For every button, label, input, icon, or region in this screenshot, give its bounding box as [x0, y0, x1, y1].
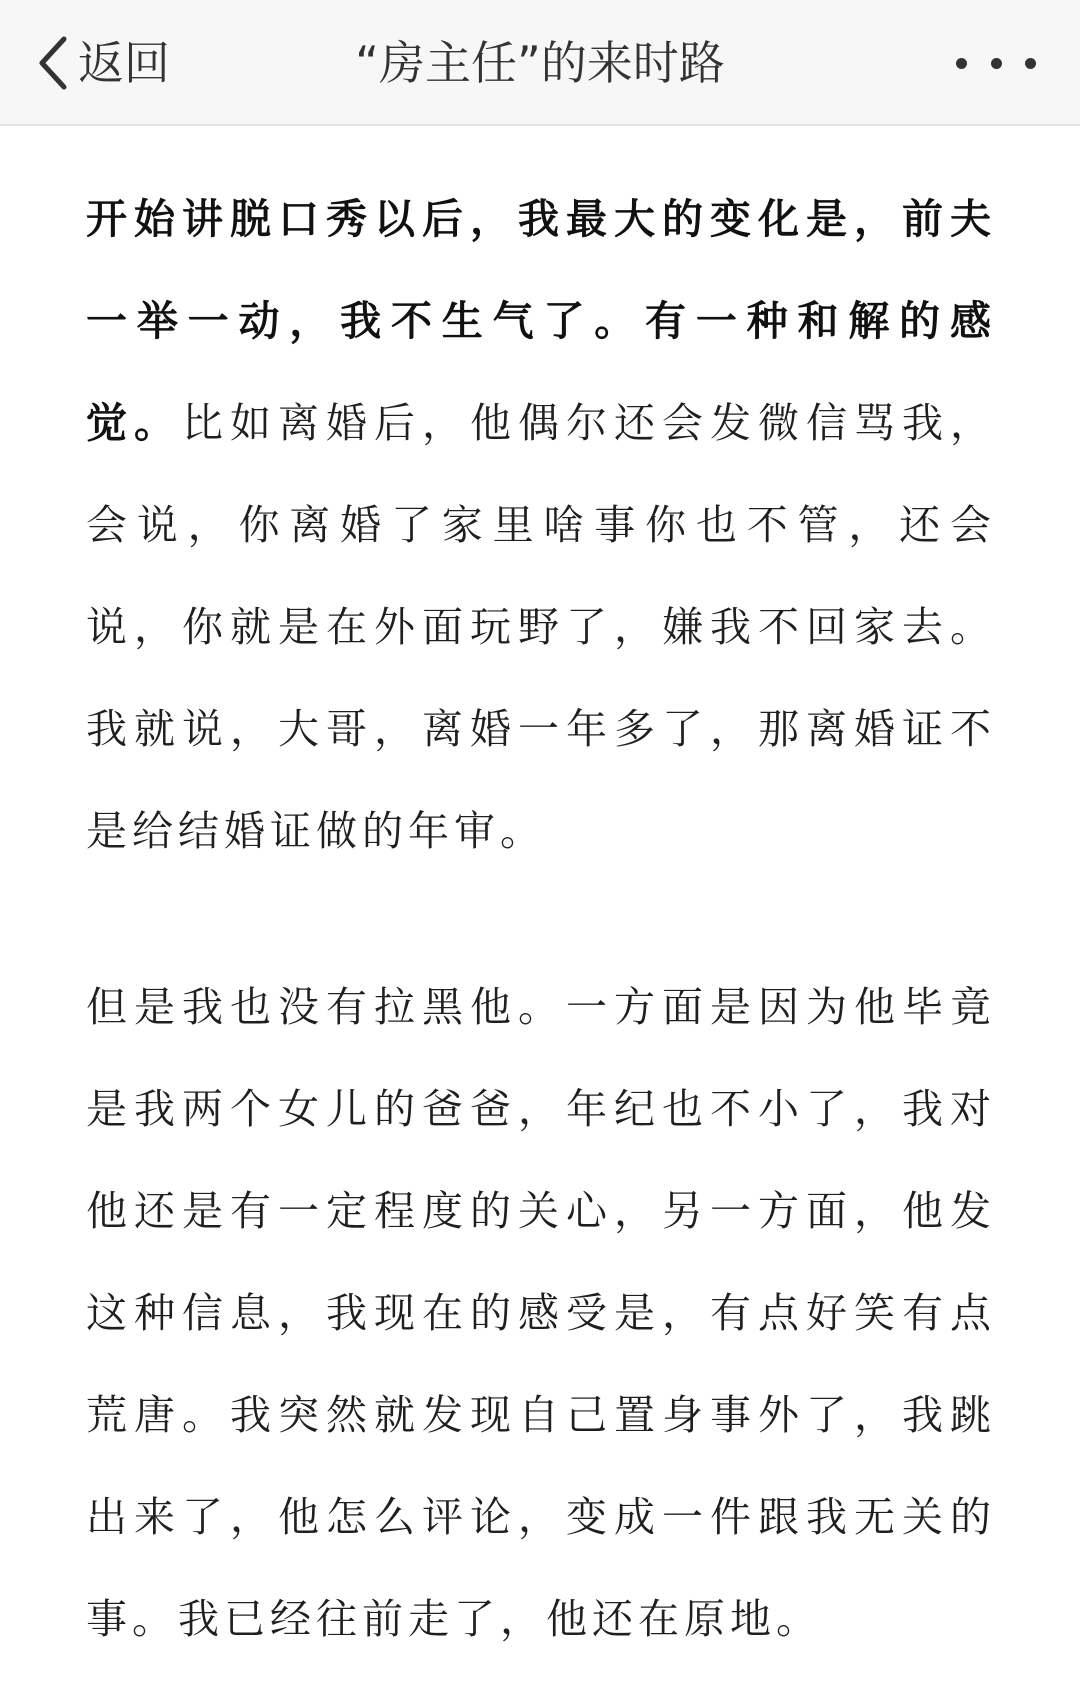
- more-button[interactable]: [956, 48, 1036, 78]
- page-title: “房主任”的来时路: [355, 36, 725, 90]
- bold-lead-text: 开始讲脱口秀以后，我最大的变化是，前夫一举一动，我不生气了。有一种和解的感觉。: [86, 195, 996, 447]
- article-paragraph-2: 但是我也没有拉黑他。一方面是因为他毕竟是我两个女儿的爸爸，年纪也不小了，我对他还是有一定程度的关心，另一方面，他发这种信息，我现在的感受是，有点好笑有点荒唐。我突然就发现自己置身事外了，我跳出来了，他怎么评论，变成一件跟我无关的事。我已经往前走了，他还在原地。: [86, 983, 996, 1643]
- article-body: [86, 168, 996, 1670]
- article-paragraph-1: [86, 168, 996, 882]
- back-button[interactable]: [34, 28, 170, 98]
- top-navigation-bar: [0, 0, 1080, 126]
- more-horizontal-icon: [956, 58, 967, 69]
- paragraph-text: 比如离婚后，他偶尔还会发微信骂我，会说，你离婚了家里啥事你也不管，还会说，你就是在外面玩野了，嫌我不回家去。我就说，大哥，离婚一年多了，那离婚证不是给结婚证做的年审。: [86, 399, 996, 855]
- more-horizontal-icon: [1025, 58, 1036, 69]
- chevron-left-icon: [34, 33, 70, 93]
- back-label: 返回: [78, 36, 170, 90]
- more-horizontal-icon: [991, 58, 1002, 69]
